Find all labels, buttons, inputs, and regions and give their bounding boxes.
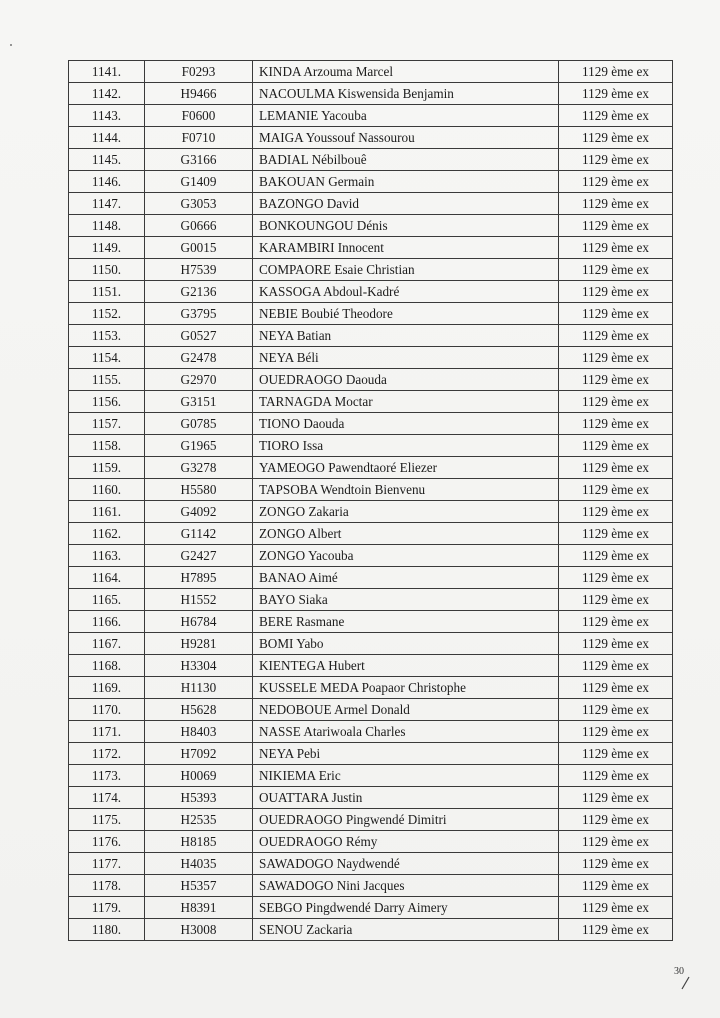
row-code: F0293 bbox=[145, 61, 253, 83]
row-class: 1129 ème ex bbox=[559, 831, 673, 853]
row-class: 1129 ème ex bbox=[559, 259, 673, 281]
row-name: OUEDRAOGO Rémy bbox=[253, 831, 559, 853]
row-number: 1162. bbox=[69, 523, 145, 545]
table-row bbox=[69, 61, 673, 83]
row-code: G3166 bbox=[145, 149, 253, 171]
row-name: YAMEOGO Pawendtaoré Eliezer bbox=[253, 457, 559, 479]
row-number: 1161. bbox=[69, 501, 145, 523]
row-class: 1129 ème ex bbox=[559, 105, 673, 127]
row-code: G0785 bbox=[145, 413, 253, 435]
row-class: 1129 ème ex bbox=[559, 127, 673, 149]
row-class: 1129 ème ex bbox=[559, 83, 673, 105]
row-name: OUEDRAOGO Daouda bbox=[253, 369, 559, 391]
table-row bbox=[69, 281, 673, 303]
table-row bbox=[69, 919, 673, 941]
row-class: 1129 ème ex bbox=[559, 457, 673, 479]
row-code: H9466 bbox=[145, 83, 253, 105]
row-number: 1163. bbox=[69, 545, 145, 567]
table-row bbox=[69, 391, 673, 413]
row-class: 1129 ème ex bbox=[559, 567, 673, 589]
row-code: G4092 bbox=[145, 501, 253, 523]
row-code: H2535 bbox=[145, 809, 253, 831]
row-class: 1129 ème ex bbox=[559, 61, 673, 83]
table-row bbox=[69, 105, 673, 127]
row-number: 1167. bbox=[69, 633, 145, 655]
row-name: OUATTARA Justin bbox=[253, 787, 559, 809]
row-code: G0015 bbox=[145, 237, 253, 259]
row-class: 1129 ème ex bbox=[559, 589, 673, 611]
row-number: 1154. bbox=[69, 347, 145, 369]
row-name: NACOULMA Kiswensida Benjamin bbox=[253, 83, 559, 105]
row-name: TAPSOBA Wendtoin Bienvenu bbox=[253, 479, 559, 501]
table-row bbox=[69, 479, 673, 501]
row-class: 1129 ème ex bbox=[559, 743, 673, 765]
row-name: KARAMBIRI Innocent bbox=[253, 237, 559, 259]
row-number: 1142. bbox=[69, 83, 145, 105]
row-number: 1172. bbox=[69, 743, 145, 765]
row-code: H7539 bbox=[145, 259, 253, 281]
table-row bbox=[69, 633, 673, 655]
row-name: BANAO Aimé bbox=[253, 567, 559, 589]
row-number: 1146. bbox=[69, 171, 145, 193]
row-class: 1129 ème ex bbox=[559, 413, 673, 435]
row-number: 1151. bbox=[69, 281, 145, 303]
table-row bbox=[69, 523, 673, 545]
table-row bbox=[69, 193, 673, 215]
row-class: 1129 ème ex bbox=[559, 897, 673, 919]
scan-speck bbox=[10, 44, 12, 46]
row-code: H9281 bbox=[145, 633, 253, 655]
table-row bbox=[69, 413, 673, 435]
table-row bbox=[69, 897, 673, 919]
row-name: NIKIEMA Eric bbox=[253, 765, 559, 787]
row-name: BADIAL Nébilbouê bbox=[253, 149, 559, 171]
row-class: 1129 ème ex bbox=[559, 435, 673, 457]
row-class: 1129 ème ex bbox=[559, 765, 673, 787]
row-code: G1965 bbox=[145, 435, 253, 457]
row-code: H1130 bbox=[145, 677, 253, 699]
row-number: 1177. bbox=[69, 853, 145, 875]
table-row bbox=[69, 545, 673, 567]
row-code: G3795 bbox=[145, 303, 253, 325]
row-name: KINDA Arzouma Marcel bbox=[253, 61, 559, 83]
row-name: TIONO Daouda bbox=[253, 413, 559, 435]
row-code: H7895 bbox=[145, 567, 253, 589]
row-code: H1552 bbox=[145, 589, 253, 611]
row-code: G0666 bbox=[145, 215, 253, 237]
row-class: 1129 ème ex bbox=[559, 655, 673, 677]
row-class: 1129 ème ex bbox=[559, 501, 673, 523]
row-class: 1129 ème ex bbox=[559, 479, 673, 501]
row-code: H6784 bbox=[145, 611, 253, 633]
row-code: H3008 bbox=[145, 919, 253, 941]
row-name: TIORO Issa bbox=[253, 435, 559, 457]
row-name: TARNAGDA Moctar bbox=[253, 391, 559, 413]
row-class: 1129 ème ex bbox=[559, 391, 673, 413]
row-number: 1176. bbox=[69, 831, 145, 853]
table-row bbox=[69, 435, 673, 457]
row-name: NEYA Béli bbox=[253, 347, 559, 369]
row-number: 1168. bbox=[69, 655, 145, 677]
row-name: BERE Rasmane bbox=[253, 611, 559, 633]
row-code: F0600 bbox=[145, 105, 253, 127]
row-class: 1129 ème ex bbox=[559, 875, 673, 897]
table-row bbox=[69, 325, 673, 347]
row-name: SEBGO Pingdwendé Darry Aimery bbox=[253, 897, 559, 919]
table-row bbox=[69, 677, 673, 699]
row-name: ZONGO Zakaria bbox=[253, 501, 559, 523]
row-class: 1129 ème ex bbox=[559, 677, 673, 699]
roster-table-body bbox=[69, 61, 673, 941]
row-number: 1159. bbox=[69, 457, 145, 479]
row-code: G2427 bbox=[145, 545, 253, 567]
row-number: 1141. bbox=[69, 61, 145, 83]
row-class: 1129 ème ex bbox=[559, 545, 673, 567]
row-class: 1129 ème ex bbox=[559, 369, 673, 391]
row-class: 1129 ème ex bbox=[559, 215, 673, 237]
row-name: NASSE Atariwoala Charles bbox=[253, 721, 559, 743]
table-row bbox=[69, 83, 673, 105]
row-class: 1129 ème ex bbox=[559, 633, 673, 655]
row-code: G0527 bbox=[145, 325, 253, 347]
row-number: 1175. bbox=[69, 809, 145, 831]
row-number: 1170. bbox=[69, 699, 145, 721]
row-name: OUEDRAOGO Pingwendé Dimitri bbox=[253, 809, 559, 831]
row-name: KIENTEGA Hubert bbox=[253, 655, 559, 677]
row-number: 1178. bbox=[69, 875, 145, 897]
row-number: 1173. bbox=[69, 765, 145, 787]
row-code: G2136 bbox=[145, 281, 253, 303]
row-number: 1171. bbox=[69, 721, 145, 743]
table-row bbox=[69, 809, 673, 831]
row-class: 1129 ème ex bbox=[559, 699, 673, 721]
row-class: 1129 ème ex bbox=[559, 721, 673, 743]
table-row bbox=[69, 149, 673, 171]
row-code: H8403 bbox=[145, 721, 253, 743]
table-row bbox=[69, 567, 673, 589]
page-number: 30 bbox=[674, 966, 684, 977]
row-number: 1148. bbox=[69, 215, 145, 237]
table-row bbox=[69, 699, 673, 721]
table-row bbox=[69, 457, 673, 479]
table-row bbox=[69, 853, 673, 875]
row-number: 1174. bbox=[69, 787, 145, 809]
row-number: 1179. bbox=[69, 897, 145, 919]
roster-table bbox=[68, 60, 673, 941]
table-row bbox=[69, 501, 673, 523]
row-code: H5393 bbox=[145, 787, 253, 809]
row-number: 1165. bbox=[69, 589, 145, 611]
row-name: NEYA Pebi bbox=[253, 743, 559, 765]
row-name: KASSOGA Abdoul-Kadré bbox=[253, 281, 559, 303]
table-row bbox=[69, 127, 673, 149]
table-row bbox=[69, 765, 673, 787]
row-code: G3278 bbox=[145, 457, 253, 479]
row-name: KUSSELE MEDA Poapaor Christophe bbox=[253, 677, 559, 699]
row-class: 1129 ème ex bbox=[559, 809, 673, 831]
row-class: 1129 ème ex bbox=[559, 787, 673, 809]
row-number: 1164. bbox=[69, 567, 145, 589]
row-code: G2970 bbox=[145, 369, 253, 391]
row-name: BAZONGO David bbox=[253, 193, 559, 215]
table-row bbox=[69, 347, 673, 369]
row-number: 1157. bbox=[69, 413, 145, 435]
row-code: G1409 bbox=[145, 171, 253, 193]
row-name: SAWADOGO Naydwendé bbox=[253, 853, 559, 875]
row-number: 1143. bbox=[69, 105, 145, 127]
row-code: H5628 bbox=[145, 699, 253, 721]
row-code: F0710 bbox=[145, 127, 253, 149]
row-class: 1129 ème ex bbox=[559, 281, 673, 303]
row-class: 1129 ème ex bbox=[559, 303, 673, 325]
table-row bbox=[69, 655, 673, 677]
row-number: 1158. bbox=[69, 435, 145, 457]
table-row bbox=[69, 237, 673, 259]
row-number: 1147. bbox=[69, 193, 145, 215]
row-class: 1129 ème ex bbox=[559, 325, 673, 347]
row-name: BAKOUAN Germain bbox=[253, 171, 559, 193]
table-row bbox=[69, 303, 673, 325]
table-row bbox=[69, 787, 673, 809]
row-class: 1129 ème ex bbox=[559, 193, 673, 215]
row-class: 1129 ème ex bbox=[559, 523, 673, 545]
row-code: H4035 bbox=[145, 853, 253, 875]
row-name: NEYA Batian bbox=[253, 325, 559, 347]
row-class: 1129 ème ex bbox=[559, 347, 673, 369]
row-code: H5357 bbox=[145, 875, 253, 897]
row-name: ZONGO Albert bbox=[253, 523, 559, 545]
row-name: NEDOBOUE Armel Donald bbox=[253, 699, 559, 721]
table-row bbox=[69, 215, 673, 237]
table-row bbox=[69, 369, 673, 391]
row-code: H0069 bbox=[145, 765, 253, 787]
row-code: G3151 bbox=[145, 391, 253, 413]
row-code: H8391 bbox=[145, 897, 253, 919]
row-number: 1153. bbox=[69, 325, 145, 347]
row-number: 1180. bbox=[69, 919, 145, 941]
row-name: SAWADOGO Nini Jacques bbox=[253, 875, 559, 897]
row-number: 1145. bbox=[69, 149, 145, 171]
row-code: H8185 bbox=[145, 831, 253, 853]
row-name: NEBIE Boubié Theodore bbox=[253, 303, 559, 325]
row-number: 1166. bbox=[69, 611, 145, 633]
row-class: 1129 ème ex bbox=[559, 171, 673, 193]
row-number: 1150. bbox=[69, 259, 145, 281]
row-name: SENOU Zackaria bbox=[253, 919, 559, 941]
row-number: 1156. bbox=[69, 391, 145, 413]
table-row bbox=[69, 589, 673, 611]
row-name: ZONGO Yacouba bbox=[253, 545, 559, 567]
row-name: MAIGA Youssouf Nassourou bbox=[253, 127, 559, 149]
row-number: 1152. bbox=[69, 303, 145, 325]
row-number: 1155. bbox=[69, 369, 145, 391]
row-number: 1149. bbox=[69, 237, 145, 259]
row-code: G2478 bbox=[145, 347, 253, 369]
row-number: 1169. bbox=[69, 677, 145, 699]
row-code: H3304 bbox=[145, 655, 253, 677]
row-class: 1129 ème ex bbox=[559, 237, 673, 259]
table-row bbox=[69, 171, 673, 193]
row-class: 1129 ème ex bbox=[559, 611, 673, 633]
row-code: H7092 bbox=[145, 743, 253, 765]
table-row bbox=[69, 875, 673, 897]
table-row bbox=[69, 831, 673, 853]
row-code: H5580 bbox=[145, 479, 253, 501]
row-number: 1160. bbox=[69, 479, 145, 501]
row-name: BONKOUNGOU Dénis bbox=[253, 215, 559, 237]
row-name: COMPAORE Esaie Christian bbox=[253, 259, 559, 281]
row-name: LEMANIE Yacouba bbox=[253, 105, 559, 127]
table-row bbox=[69, 721, 673, 743]
row-class: 1129 ème ex bbox=[559, 919, 673, 941]
row-name: BOMI Yabo bbox=[253, 633, 559, 655]
table-row bbox=[69, 259, 673, 281]
pen-mark-icon bbox=[680, 976, 690, 990]
row-code: G1142 bbox=[145, 523, 253, 545]
row-class: 1129 ème ex bbox=[559, 853, 673, 875]
row-code: G3053 bbox=[145, 193, 253, 215]
table-row bbox=[69, 611, 673, 633]
table-row bbox=[69, 743, 673, 765]
row-number: 1144. bbox=[69, 127, 145, 149]
row-name: BAYO Siaka bbox=[253, 589, 559, 611]
row-class: 1129 ème ex bbox=[559, 149, 673, 171]
